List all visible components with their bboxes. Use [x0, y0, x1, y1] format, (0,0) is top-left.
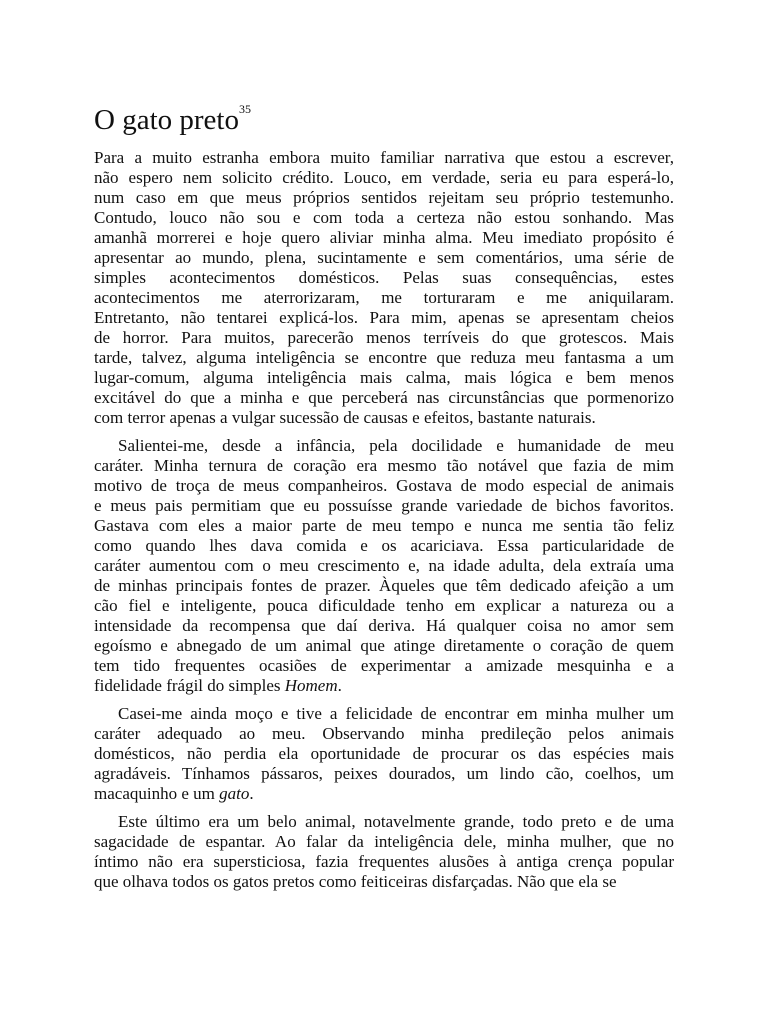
text-line: Este último era um belo animal, notavelmente grande, todo preto e de uma — [118, 812, 674, 831]
text-line: apresentar ao mundo, plena, sucintamente e sem comentários, uma série de — [94, 248, 674, 267]
text-line: com terror apenas a vulgar sucessão de causas e efeitos, bastante naturais. — [94, 408, 596, 427]
text-line: íntimo não era supersticiosa, fazia frequentes alusões à antiga crença popular — [94, 852, 674, 871]
footnote-reference: 35 — [238, 102, 251, 116]
paragraph — [94, 436, 674, 696]
paragraph — [94, 148, 674, 428]
text-line: tarde, talvez, alguma inteligência se encontre que reduza meu fantasma a um — [94, 348, 674, 367]
text-line: motivo de troça de meus companheiros. Gostava de modo especial de animais — [94, 476, 674, 495]
text-line: caráter aumentou com o meu crescimento e, na idade adulta, dela extraía uma — [94, 556, 674, 575]
text-line: Contudo, louco não sou e com toda a certeza não estou sonhando. Mas — [94, 208, 674, 227]
text-line: Entretanto, não tentarei explicá-los. Para mim, apenas se apresentam cheios — [94, 308, 674, 327]
text-line: tem tido frequentes ocasiões de experimentar a amizade mesquinha e a — [94, 656, 674, 675]
text-line: domésticos, não perdia ela oportunidade de procurar os das espécies mais — [94, 744, 674, 763]
punctuation: . — [249, 784, 254, 803]
paragraph — [94, 812, 674, 892]
text-line: amanhã morrerei e hoje quero aliviar minha alma. Meu imediato propósito é — [94, 228, 674, 247]
italic-word: Homem — [284, 676, 338, 695]
text-line: de horror. Para muitos, parecerão menos terríveis do que grotescos. Mais — [94, 328, 674, 347]
text-line: Casei-me ainda moço e tive a felicidade de encontrar em minha mulher um — [118, 704, 674, 723]
text-line: cão fiel e inteligente, pouca dificuldade tenho em explicar a natureza ou a — [94, 596, 674, 615]
paragraph — [94, 704, 674, 804]
text-line: sagacidade de espantar. Ao falar da inteligência dele, minha mulher, que no — [94, 832, 674, 851]
text-line: acontecimentos me aterrorizaram, me torturaram e me aniquilaram. — [94, 288, 674, 307]
text-line: Salientei-me, desde a infância, pela docilidade e humanidade de meu — [118, 436, 674, 455]
text-line: Para a muito estranha embora muito familiar narrativa que estou a escrever, — [94, 148, 674, 167]
punctuation: . — [337, 676, 342, 695]
text-line: e meus pais permitiam que eu possuísse grande variedade de bichos favoritos. — [94, 496, 674, 515]
text-line: num caso em que meus próprios sentidos rejeitam seu próprio testemunho. — [94, 188, 674, 207]
text-line: simples acontecimentos domésticos. Pelas suas consequências, estes — [94, 268, 674, 287]
text-line: excitável do que a minha e que perceberá nas circunstâncias que pormenorizo — [94, 388, 674, 407]
text-line: de minhas principais fontes de prazer. Àqueles que têm dedicado afeição a um — [94, 576, 674, 595]
page-title — [94, 100, 674, 140]
body-text — [94, 148, 674, 892]
text-line: Gastava com eles a maior parte de meu tempo e nunca me sentia tão feliz — [94, 516, 674, 535]
text-line: fidelidade frágil do simples Homem. — [94, 676, 342, 695]
text-line: como quando lhes dava comida e os acariciava. Essa particularidade de — [94, 536, 674, 555]
text-line: caráter. Minha ternura de coração era mesmo tão notável que fazia de mim — [94, 456, 674, 475]
text-line: intensidade da recompensa que daí deriva. Há qualquer coisa no amor sem — [94, 616, 674, 635]
document-page — [94, 100, 674, 900]
title-text: O gato preto — [94, 104, 239, 136]
italic-word: gato — [219, 784, 250, 803]
text-line: agradáveis. Tínhamos pássaros, peixes dourados, um lindo cão, coelhos, um — [94, 764, 674, 783]
text-line: caráter adequado ao meu. Observando minha predileção pelos animais — [94, 724, 674, 743]
text-line: lugar-comum, alguma inteligência mais calma, mais lógica e bem menos — [94, 368, 674, 387]
text-line: macaquinho e um gato. — [94, 784, 254, 803]
text-line: não espero nem solicito crédito. Louco, em verdade, seria eu para esperá-lo, — [94, 168, 674, 187]
text-line: egoísmo e abnegado de um animal que atinge diretamente o coração de quem — [94, 636, 674, 655]
text-line: que olhava todos os gatos pretos como feiticeiras disfarçadas. Não que ela se — [94, 872, 617, 891]
